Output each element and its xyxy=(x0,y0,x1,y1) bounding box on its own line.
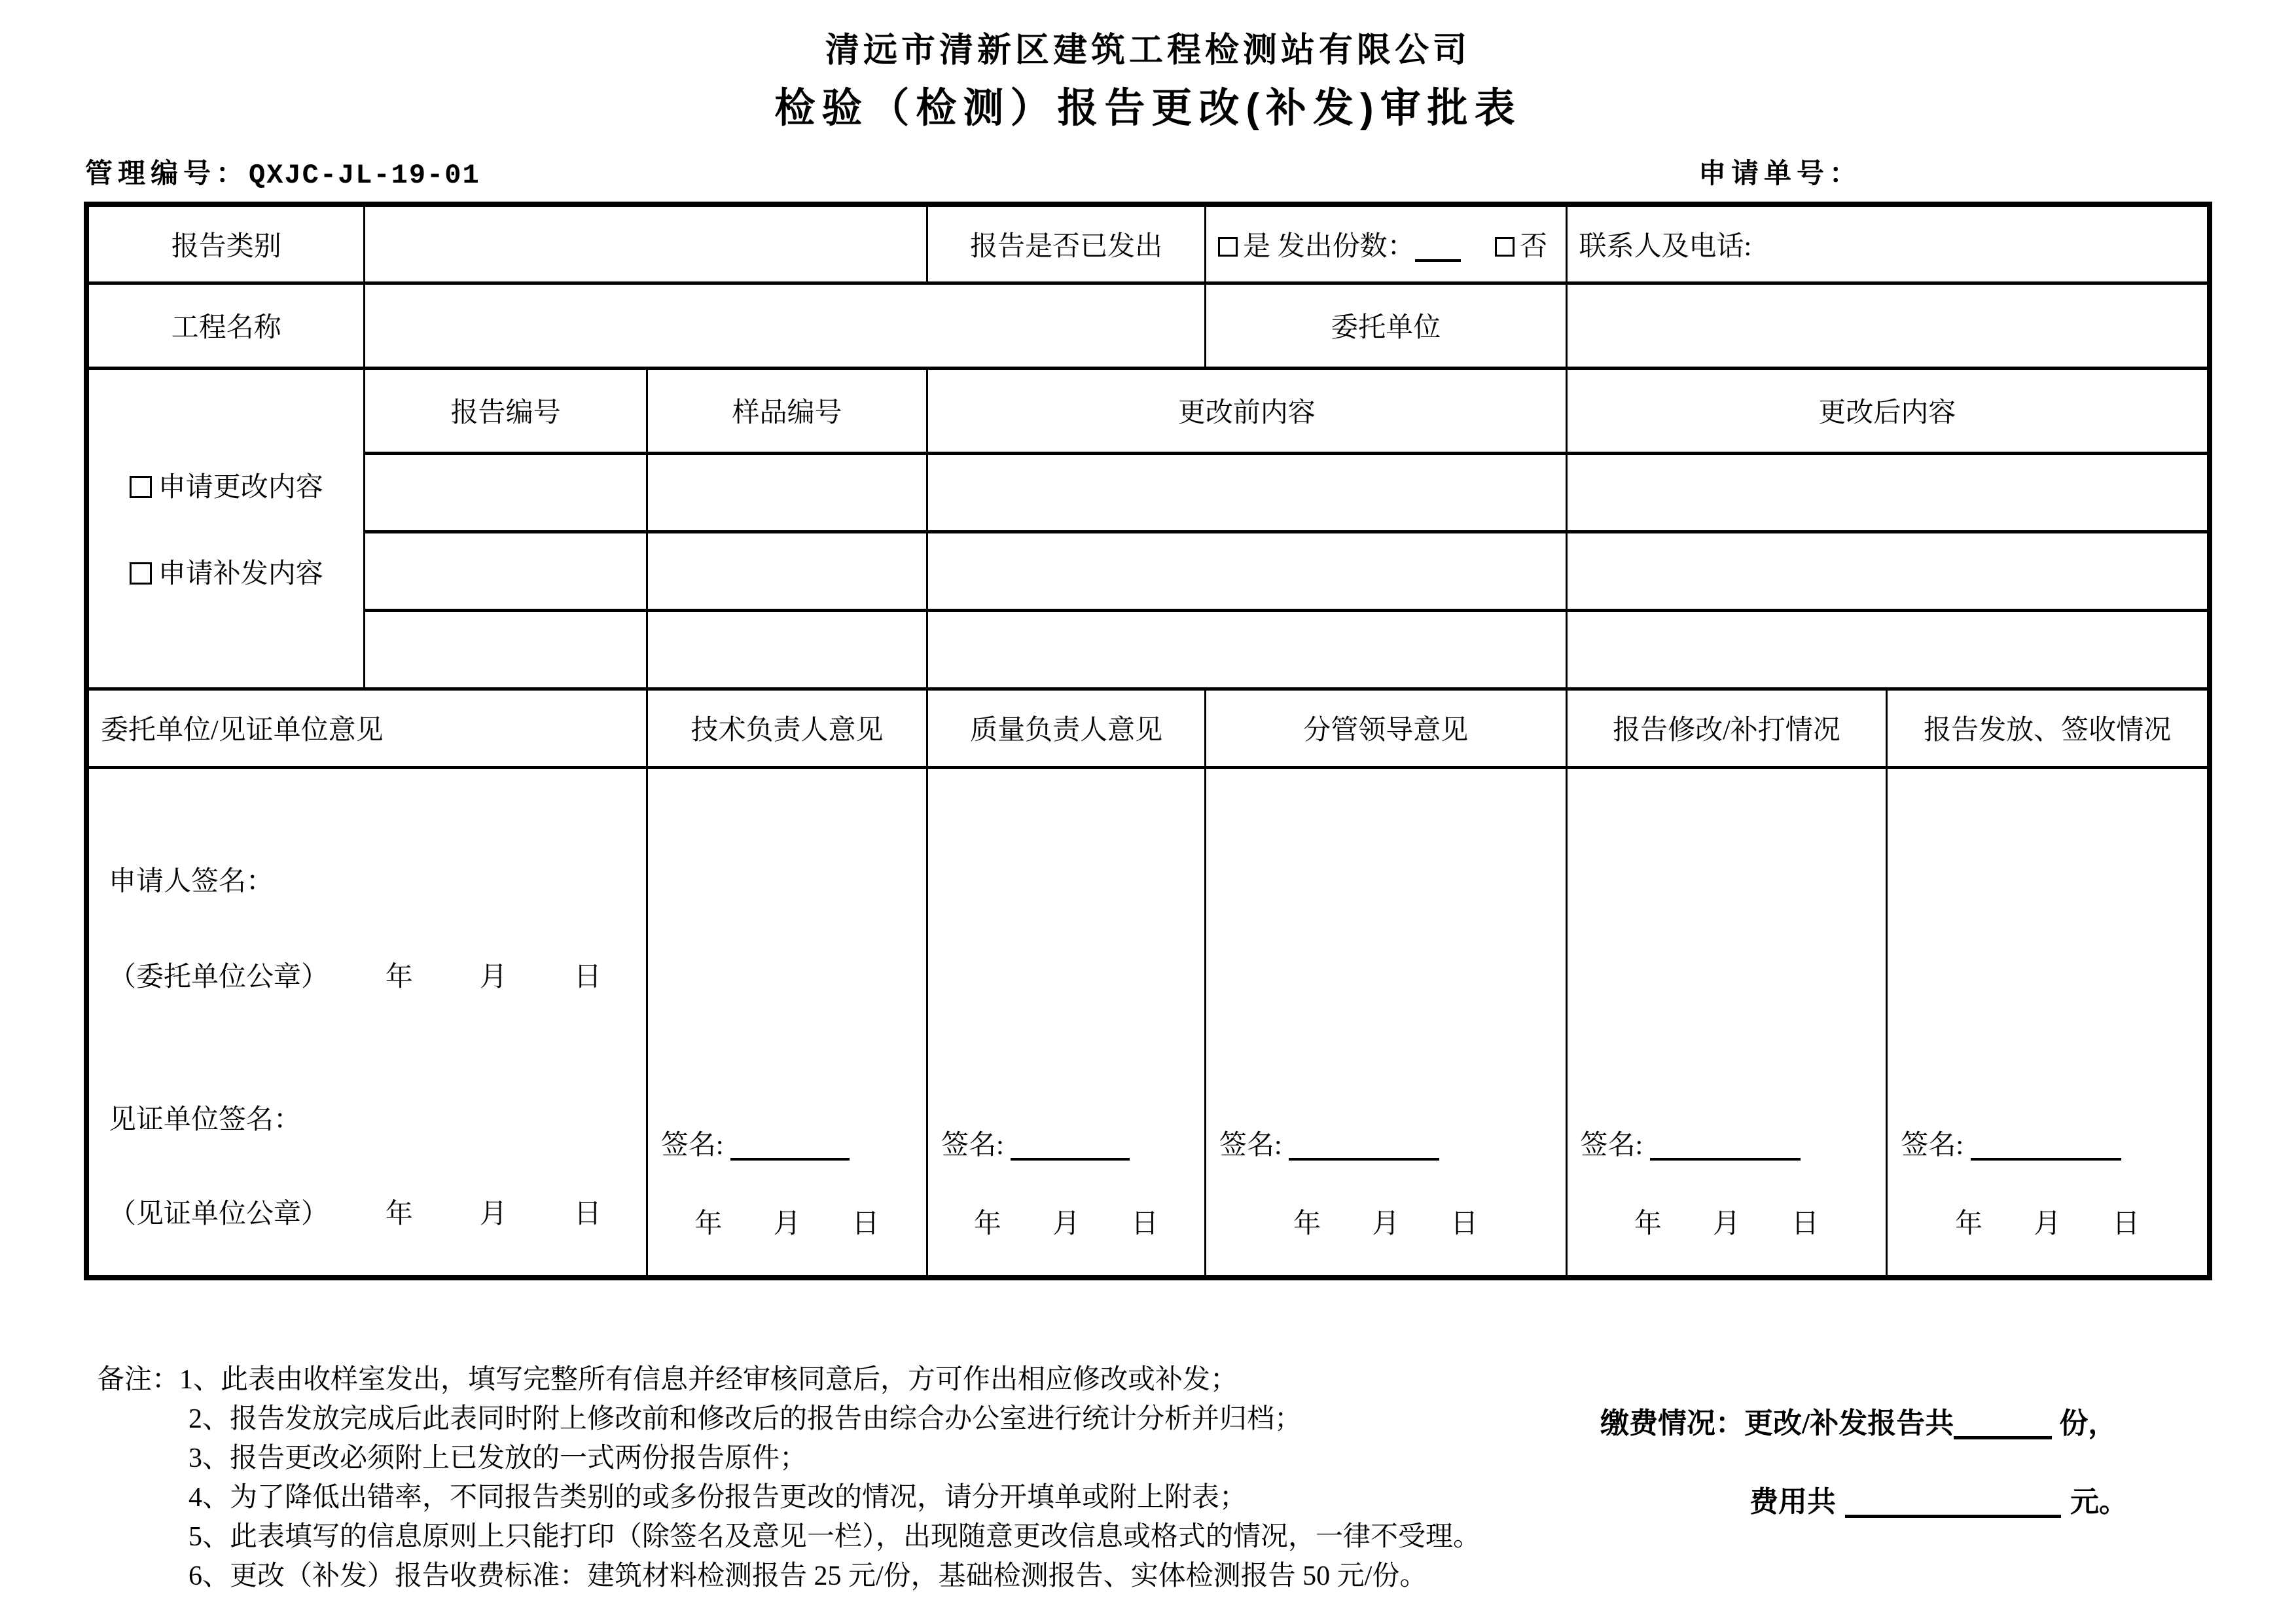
apply-change-label: 申请更改内容 xyxy=(158,473,323,503)
col-header-after: 更改后内容 xyxy=(1566,368,2210,453)
note-line-1 xyxy=(97,1360,1480,1399)
issued-yes-label: 是 xyxy=(1243,231,1271,262)
report-no-field[interactable] xyxy=(365,453,647,532)
payment-label: 缴费情况： xyxy=(1600,1407,1744,1439)
col-header-report-no: 报告编号 xyxy=(365,368,647,453)
year-label: 年 xyxy=(694,1209,723,1239)
payment-count-text: 更改/补发报告共 xyxy=(1744,1407,1954,1439)
issued-no-label: 否 xyxy=(1520,231,1548,262)
year-label: 年 xyxy=(385,1199,413,1229)
year-label: 年 xyxy=(974,1209,1002,1239)
sample-no-field[interactable] xyxy=(647,532,927,610)
year-label: 年 xyxy=(1955,1209,1983,1239)
signature-blank[interactable] xyxy=(1971,1136,2121,1161)
day-label: 日 xyxy=(573,962,601,992)
applicant-signature-block xyxy=(94,769,641,1273)
before-content-field[interactable] xyxy=(927,532,1566,610)
year-label: 年 xyxy=(1293,1209,1321,1239)
after-content-field[interactable] xyxy=(1566,532,2210,610)
row-signatures xyxy=(86,767,2210,1278)
project-name-field[interactable] xyxy=(365,283,1206,368)
apply-reissue-option xyxy=(94,552,358,591)
report-category-field[interactable] xyxy=(365,204,927,283)
witness-seal-line xyxy=(109,1192,621,1231)
apply-reissue-label: 申请补发内容 xyxy=(158,559,323,589)
opinion-header-client-witness: 委托单位/见证单位意见 xyxy=(86,689,647,767)
applicant-sign-label: 申请人签名： xyxy=(109,866,274,897)
sign-label: 签名: xyxy=(941,1130,1004,1161)
payment-section xyxy=(1600,1399,2128,1520)
issued-yes-checkbox-icon[interactable] xyxy=(1218,237,1238,257)
day-label: 日 xyxy=(852,1209,880,1239)
witness-seal-date xyxy=(386,1192,601,1231)
issued-count-blank[interactable] xyxy=(1415,237,1461,262)
opinion-header-quality: 质量负责人意见 xyxy=(927,689,1206,767)
apply-type-cell xyxy=(86,368,365,689)
witness-seal-label: （见证单位公章） xyxy=(109,1199,329,1229)
apply-reissue-checkbox-icon[interactable] xyxy=(130,562,152,585)
sign-label: 签名: xyxy=(1901,1130,1964,1161)
after-content-field[interactable] xyxy=(1566,610,2210,689)
report-no-field[interactable] xyxy=(365,610,647,689)
row-opinion-headers xyxy=(86,689,2210,767)
change-data-row xyxy=(86,532,2210,610)
application-number-label: 申请单号： xyxy=(1698,159,1863,189)
note-item: 2、报告发放完成后此表同时附上修改前和修改后的报告由综合办公室进行统计分析并归档； xyxy=(188,1404,1302,1434)
modify-sign-block xyxy=(1573,771,1881,1275)
client-seal-label: （委托单位公章） xyxy=(109,962,329,992)
note-item: 4、为了降低出错率，不同报告类别的或多份报告更改的情况，请分开填单或附上附表； xyxy=(188,1483,1247,1513)
payment-fee-unit: 元。 xyxy=(2070,1486,2128,1518)
sign-label: 签名: xyxy=(660,1130,724,1161)
year-label: 年 xyxy=(1634,1209,1662,1239)
contact-phone-label: 联系人及电话: xyxy=(1579,231,1752,262)
day-label: 日 xyxy=(573,1199,601,1229)
apply-change-checkbox-icon[interactable] xyxy=(130,476,152,498)
report-no-field[interactable] xyxy=(365,532,647,610)
month-label: 月 xyxy=(1372,1209,1400,1239)
leader-sign-block xyxy=(1211,771,1560,1275)
sign-date xyxy=(1893,1202,2202,1241)
issued-no-checkbox-icon[interactable] xyxy=(1495,237,1515,257)
client-seal-date xyxy=(386,955,601,994)
month-label: 月 xyxy=(479,1199,507,1229)
year-label: 年 xyxy=(385,962,413,992)
sign-label: 签名: xyxy=(1219,1130,1282,1161)
modify-status-cell[interactable] xyxy=(1566,767,1887,1278)
opinion-header-technical: 技术负责人意见 xyxy=(647,689,927,767)
month-label: 月 xyxy=(1052,1209,1081,1239)
month-label: 月 xyxy=(479,962,507,992)
payment-line-2 xyxy=(1749,1478,2128,1520)
issue-sign-block xyxy=(1893,771,2202,1275)
witness-sign-label: 见证单位签名： xyxy=(109,1104,302,1135)
report-issued-label: 报告是否已发出 xyxy=(927,204,1206,283)
opinion-header-leader: 分管领导意见 xyxy=(1206,689,1566,767)
client-field[interactable] xyxy=(1566,283,2210,368)
quality-sign-block xyxy=(933,771,1199,1275)
payment-fee-label: 费用共 xyxy=(1749,1486,1836,1518)
row-change-header xyxy=(86,368,2210,453)
after-content-field[interactable] xyxy=(1566,453,2210,532)
form-title: 检验（检测）报告更改(补发)审批表 xyxy=(774,86,1522,131)
contact-phone-field[interactable] xyxy=(1566,204,2210,283)
sign-date xyxy=(933,1202,1199,1241)
project-name-label: 工程名称 xyxy=(86,283,365,368)
sample-no-field[interactable] xyxy=(647,610,927,689)
day-label: 日 xyxy=(1450,1209,1479,1239)
change-data-row xyxy=(86,610,2210,689)
company-title: 清远市清新区建筑工程检测站有限公司 xyxy=(825,31,1471,69)
sample-no-field[interactable] xyxy=(647,453,927,532)
signature-blank[interactable] xyxy=(1011,1136,1130,1161)
leader-opinion-cell[interactable] xyxy=(1206,767,1566,1278)
client-seal-line xyxy=(109,955,621,994)
sign-date xyxy=(653,1202,921,1241)
applicant-signature-cell[interactable] xyxy=(86,767,647,1278)
before-content-field[interactable] xyxy=(927,610,1566,689)
row-report-category xyxy=(86,204,2210,283)
change-data-row xyxy=(86,453,2210,532)
day-label: 日 xyxy=(2112,1209,2140,1239)
payment-line-1 xyxy=(1600,1399,2128,1441)
technical-opinion-cell[interactable] xyxy=(647,767,927,1278)
month-label: 月 xyxy=(773,1209,801,1239)
report-issued-options xyxy=(1206,204,1566,283)
row-project-name xyxy=(86,283,2210,368)
notes-section xyxy=(97,1360,1480,1596)
issue-receipt-cell[interactable] xyxy=(1887,767,2210,1278)
technical-sign-block xyxy=(653,771,921,1275)
management-number-label: 管理编号： xyxy=(85,159,249,189)
report-category-label: 报告类别 xyxy=(86,204,365,283)
signature-blank[interactable] xyxy=(1289,1136,1439,1161)
sign-date xyxy=(1211,1202,1560,1241)
note-item: 1、此表由收样室发出，填写完整所有信息并经审核同意后，方可作出相应修改或补发； xyxy=(179,1365,1238,1395)
note-item: 5、此表填写的信息原则上只能打印（除签名及意见一栏），出现随意更改信息或格式的情况，一律不受理。 xyxy=(188,1522,1481,1552)
notes-label: 备注： xyxy=(97,1365,180,1395)
payment-count-blank[interactable] xyxy=(1954,1415,2052,1439)
opinion-header-modify: 报告修改/补打情况 xyxy=(1566,689,1887,767)
issued-count-label: 发出份数： xyxy=(1277,231,1415,262)
note-item: 3、报告更改必须附上已发放的一式两份报告原件； xyxy=(188,1443,808,1473)
payment-count-unit: 份， xyxy=(2059,1407,2117,1439)
month-label: 月 xyxy=(2034,1209,2062,1239)
sign-label: 签名: xyxy=(1580,1130,1643,1161)
signature-blank[interactable] xyxy=(730,1136,850,1161)
client-label: 委托单位 xyxy=(1206,283,1566,368)
management-number xyxy=(85,152,480,191)
management-number-value: QXJC-JL-19-01 xyxy=(249,160,480,191)
note-item: 6、更改（补发）报告收费标准：建筑材料检测报告 25 元/份，基础检测报告、实体检测报告 50 元/份。 xyxy=(188,1561,1427,1591)
meta-row xyxy=(0,152,2296,191)
col-header-sample-no: 样品编号 xyxy=(647,368,927,453)
approval-form-table xyxy=(84,202,2212,1280)
signature-blank[interactable] xyxy=(1650,1136,1801,1161)
day-label: 日 xyxy=(1131,1209,1159,1239)
col-header-before: 更改前内容 xyxy=(927,368,1566,453)
opinion-header-issue-receipt: 报告发放、签收情况 xyxy=(1887,689,2210,767)
apply-change-option xyxy=(94,465,358,505)
payment-fee-blank[interactable] xyxy=(1845,1493,2061,1518)
day-label: 日 xyxy=(1791,1209,1819,1239)
quality-opinion-cell[interactable] xyxy=(927,767,1206,1278)
before-content-field[interactable] xyxy=(927,453,1566,532)
month-label: 月 xyxy=(1712,1209,1740,1239)
sign-date xyxy=(1573,1202,1881,1241)
